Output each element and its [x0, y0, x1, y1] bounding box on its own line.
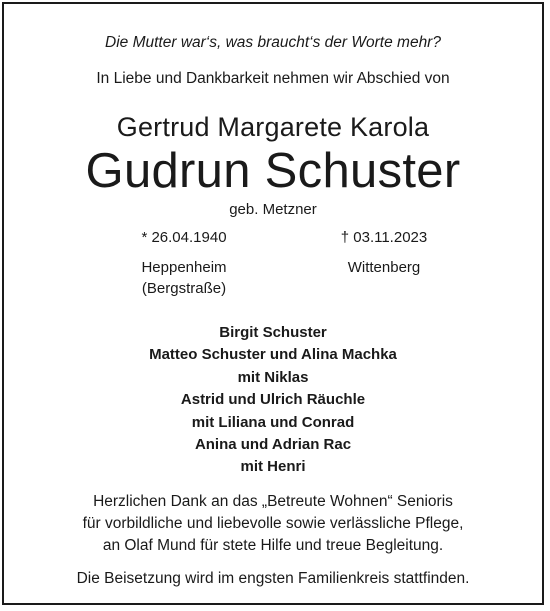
mourner-line: Birgit Schuster	[219, 324, 327, 341]
mourner-line: mit Liliana und Conrad	[191, 413, 355, 431]
motto-quote: Die Mutter war‘s, was braucht‘s der Worte mehr?	[105, 34, 441, 51]
thanks-line: Herzlichen Dank an das „Betreute Wohnen“ Senioris	[93, 493, 453, 510]
obituary-notice	[2, 2, 544, 605]
birth-place: Heppenheim	[141, 259, 227, 276]
intro-text: In Liebe und Dankbarkeit nehmen wir Abschied von	[96, 70, 450, 87]
mourners-list	[4, 322, 542, 479]
thanks-line: für vorbildliche und liebevolle sowie verlässliche Pflege,	[82, 515, 464, 532]
maiden-name: geb. Metzner	[229, 201, 317, 218]
mourner-line: mit Niklas	[237, 368, 309, 386]
birth-info	[104, 227, 264, 299]
thanks-text	[4, 491, 542, 557]
death-date: † 03.11.2023	[340, 229, 428, 246]
death-place: Wittenberg	[347, 259, 421, 276]
birth-place-detail: (Bergstraße)	[141, 280, 227, 297]
mourner-line: mit Henri	[240, 458, 306, 476]
funeral-note: Die Beisetzung wird im engsten Familienkreis stattfinden.	[76, 570, 470, 587]
death-info	[294, 227, 474, 278]
birth-date: * 26.04.1940	[141, 229, 227, 246]
deceased-name: Gudrun Schuster	[85, 144, 461, 198]
mourner-line: Astrid und Ulrich Räuchle	[180, 391, 366, 409]
thanks-line: an Olaf Mund für stete Hilfe und treue Begleitung.	[102, 537, 444, 554]
given-names: Gertrud Margarete Karola	[116, 112, 430, 142]
mourner-line: Anina und Adrian Rac	[194, 436, 352, 454]
mourner-line: Matteo Schuster und Alina Machka	[149, 346, 397, 364]
